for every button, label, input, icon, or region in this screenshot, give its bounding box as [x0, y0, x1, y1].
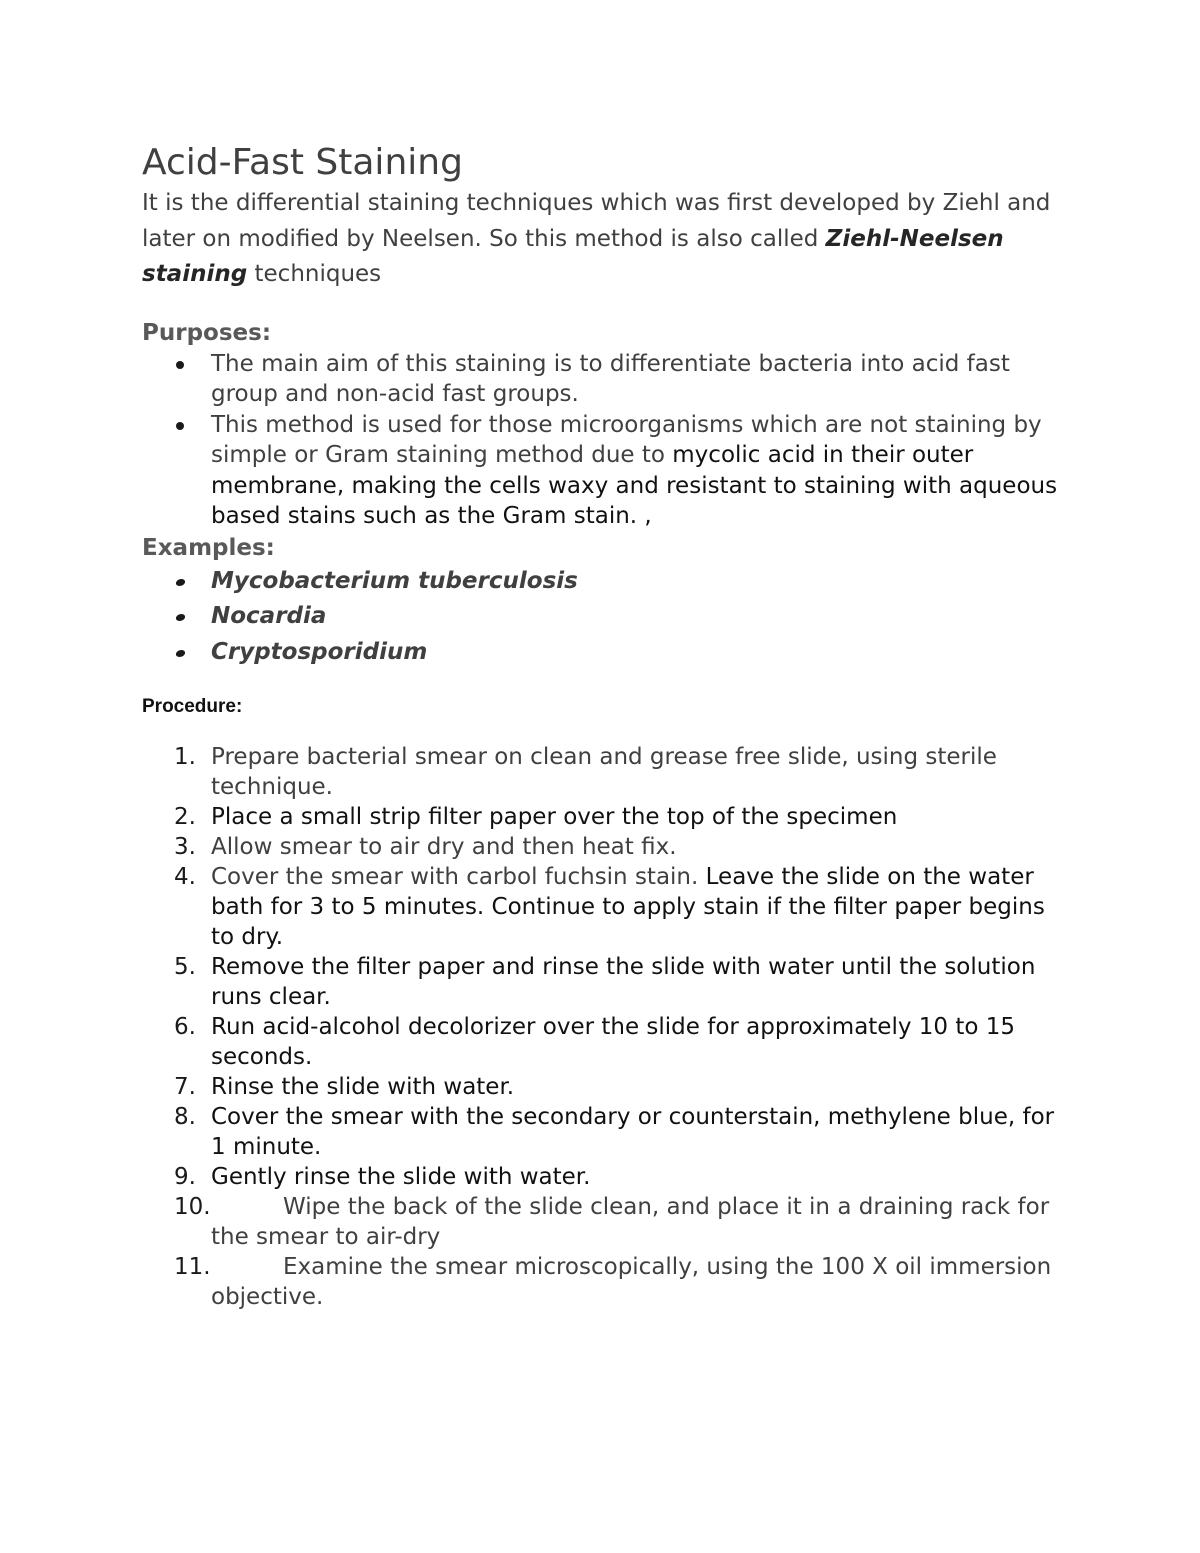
step-text: Gently rinse the slide with water.	[211, 1164, 591, 1190]
step-number: 6.	[174, 1014, 196, 1040]
example-name: Cryptosporidium	[211, 638, 428, 665]
step-number: 2.	[174, 804, 196, 830]
purposes-list	[142, 349, 1072, 532]
example-name: Mycobacterium tuberculosis	[211, 567, 578, 594]
purpose-text-start: This method is used for those microorganisms which are not staining by simple or Gram staining method due to	[211, 411, 1042, 468]
step-number: 5.	[174, 954, 196, 980]
step-text-end: Leave the slide on the water bath for 3 to 5 minutes. Continue to apply stain if the filter paper begins to dry.	[211, 864, 1045, 950]
step-number: 10.	[174, 1194, 211, 1220]
bullet-icon	[176, 422, 184, 430]
purpose-item	[142, 349, 1072, 410]
step-number: 3.	[174, 834, 196, 860]
example-item	[142, 564, 1072, 600]
step-text: Prepare bacterial smear on clean and grease free slide, using sterile technique.	[211, 744, 997, 800]
step-text: Cover the smear with the secondary or counterstain, methylene blue, for 1 minute.	[211, 1104, 1055, 1160]
example-item	[142, 599, 1072, 635]
examples-list	[142, 564, 1072, 671]
procedure-steps	[142, 742, 1072, 1312]
example-name: Nocardia	[211, 603, 327, 629]
bullet-icon	[175, 579, 186, 586]
procedure-step	[142, 1012, 1072, 1072]
step-number: 8.	[174, 1104, 196, 1130]
procedure-step	[142, 1252, 1072, 1312]
purposes-heading: Purposes:	[142, 319, 272, 346]
procedure-step	[142, 862, 1072, 952]
step-text: Run acid-alcohol decolorizer over the slide for approximately 10 to 15 seconds.	[211, 1014, 1016, 1070]
document-title: Acid-Fast Staining	[142, 142, 463, 183]
step-number: 7.	[174, 1074, 196, 1100]
procedure-step	[142, 1192, 1072, 1252]
step-text: Wipe the back of the slide clean, and place it in a draining rack for the smear to air-dry	[211, 1194, 1050, 1250]
procedure-heading: Procedure:	[142, 696, 243, 717]
examples-heading: Examples:	[142, 534, 275, 561]
step-number: 9.	[174, 1164, 196, 1190]
procedure-step	[142, 1162, 1072, 1192]
purpose-text-end: mycolic acid in their outer membrane, making the cells waxy and resistant to staining with aqueous based stains such as the Gram stain. ,	[211, 442, 1058, 529]
procedure-step	[142, 832, 1072, 862]
step-text-start: Cover the smear with carbol fuchsin stain.	[211, 864, 706, 890]
document-body	[142, 140, 1072, 1312]
procedure-step	[142, 802, 1072, 832]
step-number: 1.	[174, 744, 196, 770]
example-item	[142, 635, 1072, 671]
bullet-icon	[175, 614, 186, 621]
step-text: Place a small strip filter paper over the top of the specimen	[211, 804, 898, 830]
procedure-step	[142, 1102, 1072, 1162]
step-number: 11.	[174, 1254, 211, 1280]
purpose-text: The main aim of this staining is to differentiate bacteria into acid fast group and non-acid fast groups.	[211, 350, 1010, 407]
step-text: Remove the filter paper and rinse the slide with water until the solution runs clear.	[211, 954, 1036, 1010]
step-text: Examine the smear microscopically, using the 100 X oil immersion objective.	[211, 1254, 1052, 1310]
step-number: 4.	[174, 864, 196, 890]
step-text: Allow smear to air dry and then heat fix.	[211, 834, 677, 860]
intro-text-end: techniques	[247, 261, 382, 287]
bullet-icon	[175, 650, 186, 657]
step-text: Rinse the slide with water.	[211, 1074, 515, 1100]
procedure-step	[142, 952, 1072, 1012]
procedure-step	[142, 742, 1072, 802]
procedure-step	[142, 1072, 1072, 1102]
bullet-icon	[176, 361, 184, 369]
intro-paragraph	[142, 186, 1072, 293]
purpose-item	[142, 410, 1072, 532]
intro-term: Ziehl-Neelsen staining	[142, 225, 1004, 287]
intro-text-start: It is the differential staining techniques which was first developed by Ziehl and later on modified by Neelsen. So this method is also called	[142, 190, 1051, 252]
